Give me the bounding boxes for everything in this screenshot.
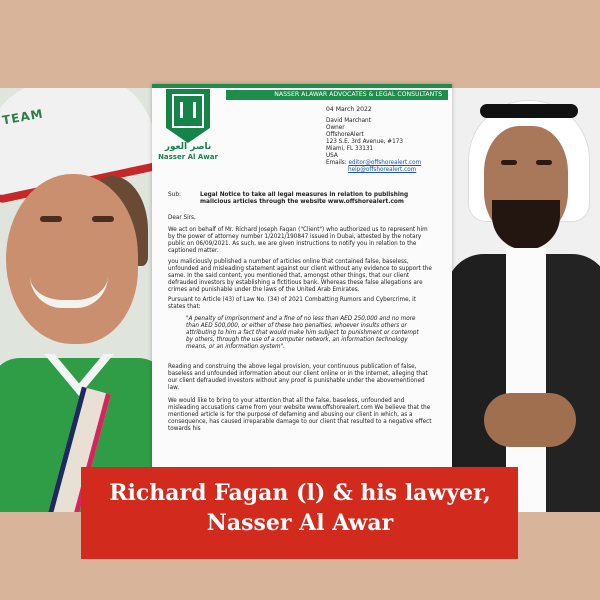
emails-label: Emails: <box>326 160 347 166</box>
recipient-emails-row <box>326 160 440 167</box>
caption-text <box>95 478 505 548</box>
paragraph-3: Pursuant to Article (43) of Law No. (34) of 2021 Combatting Rumors and Cybercrime, it states that: <box>168 297 416 310</box>
caption-line-2: Nasser Al Awar <box>206 510 394 536</box>
eye-shape <box>92 216 114 222</box>
recipient-name: David Marchant <box>326 118 371 124</box>
logo-arabic-text: ناصر العور <box>164 142 212 152</box>
recipient-address-1: 123 S.E. 3rd Avenue, #173 <box>326 139 403 145</box>
document-top-line <box>152 84 452 88</box>
law-quote: "A penalty of imprisonment and a fine of no less than AED 250,000 and no more than AED 500,000, or either of these two penalties, whoever insults others or attributing to him a fact that would make him subject to punishment or contempt by others, through the use of a computer network, an information technology means, or an information system". <box>186 316 419 350</box>
recipient-country: USA <box>326 153 338 159</box>
eye-shape <box>40 216 62 222</box>
paragraph-4: Reading and construing the above legal provision, your continuous publication of false, baseless and unfounded information about our client online or in the internet, alleging that our client defrauded investors without any proof is punishable under the abovementioned law. <box>168 364 428 391</box>
clasped-hands <box>484 393 576 447</box>
legal-letter-document <box>152 84 452 514</box>
recipient-block <box>326 118 440 174</box>
dark-cloak-right <box>540 254 600 512</box>
recipient-org: OffshoreAlert <box>326 132 364 138</box>
firm-header: NASSER ALAWAR ADVOCATES & LEGAL CONSULTANTS <box>226 90 448 100</box>
caption-line-1: Richard Fagan (l) & his lawyer, <box>109 480 491 506</box>
recipient-title: Owner <box>326 125 345 131</box>
paragraph-5: We would like to bring to your attention that all the false, baseless, unfounded and misleading accusations came from your website www.offshorealert.com We believe that the mentioned article is for the purpose of defaming and abusing our client in which, as a consequence, has caused irreparable damage to our client that resulted to a negative effect towards his <box>168 398 432 432</box>
beard-shape <box>492 200 560 250</box>
left-person-photo <box>0 88 158 512</box>
paragraph-1: We act on behalf of Mr. Richard Joseph Fagan ("Client") who authorized us to represent him by the power of attorney number 1/2021/190847 issued in Dubai, attested by the notary public on 06/09/2021. As such, we are given instructions to notify you in relation to the captioned matter. <box>168 227 428 254</box>
email-link-help[interactable]: help@offshorealert.com <box>348 167 417 173</box>
cap-text: TEAM <box>1 106 45 128</box>
logo-mark <box>180 102 196 118</box>
eye-shape <box>536 160 552 165</box>
eye-shape <box>501 160 517 165</box>
paragraph-2: you maliciously published a number of articles online that contained false, baseless, unfounded and misleading statement against our client without any evidence to support the same. In the said content, you mentioned that, amongst other things, that our client defrauded investors by establishing a fictitious bank. Whereas these false allegations are crimes and punishable under the laws of the United Arab Emirates. <box>168 259 432 293</box>
right-person-photo <box>446 88 600 512</box>
recipient-address-2: Miami, FL 33131 <box>326 146 374 152</box>
logo-english-text: Nasser Al Awar <box>158 153 218 161</box>
headband <box>480 104 578 118</box>
salutation: Dear Sirs, <box>168 215 196 221</box>
subject-label: Sub: <box>168 192 181 198</box>
letter-date: 04 March 2022 <box>326 106 372 113</box>
email-link-editor[interactable]: editor@offshorealert.com <box>348 160 422 166</box>
subject-text: Legal Notice to take all legal measures in relation to publishing malicious articles through the website www.offshorealert.com <box>200 192 409 205</box>
face-shape <box>6 174 138 344</box>
